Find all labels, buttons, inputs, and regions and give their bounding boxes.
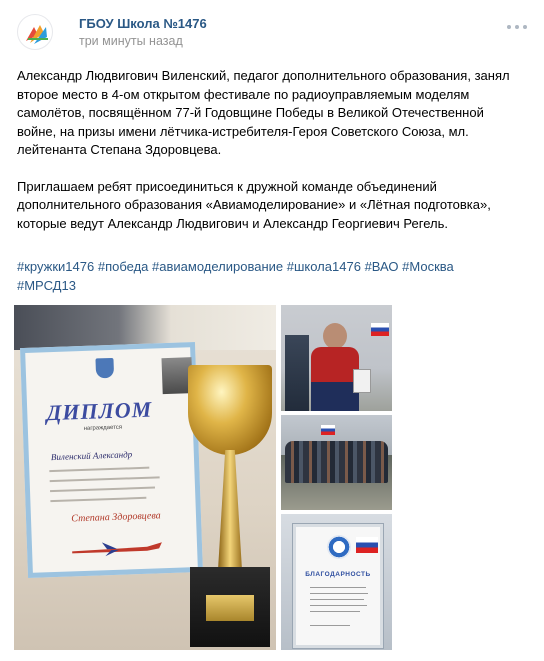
photo-gallery xyxy=(14,305,394,650)
emblem-icon xyxy=(327,535,351,559)
post-author[interactable]: ГБОУ Школа №1476 xyxy=(79,16,207,31)
photo-winner-with-flag[interactable] xyxy=(281,305,392,411)
hashtag-link[interactable]: #авиамоделирование xyxy=(152,259,284,274)
crest-icon xyxy=(95,358,114,379)
school-avatar[interactable] xyxy=(17,14,53,50)
diploma-signature: Степана Здоровцева xyxy=(71,510,161,525)
person-figure xyxy=(285,335,309,411)
more-dots-icon[interactable] xyxy=(507,23,527,31)
photo-group-field[interactable] xyxy=(281,415,392,510)
diploma-name: Виленский Александр xyxy=(50,449,133,463)
dot xyxy=(507,25,511,29)
hashtags xyxy=(17,258,522,295)
certificate-frame xyxy=(293,524,383,648)
airplane-icon xyxy=(67,536,168,559)
group-of-people xyxy=(285,441,388,483)
russian-flag-icon xyxy=(371,323,389,336)
hashtag-link[interactable]: #Москва xyxy=(402,259,454,274)
diploma-image xyxy=(20,342,203,578)
photo-diploma-trophy[interactable] xyxy=(14,305,276,650)
hashtag-link[interactable]: #ВАО xyxy=(364,259,399,274)
post-paragraph: Приглашаем ребят присоединиться к дружной команде объединений дополнительного образования «Авиамоделирование» и «Лётная подготовка», которые ведут Александр Людвигович и Александр Георгиевич Регель. xyxy=(17,178,491,231)
diploma-line xyxy=(50,497,146,502)
post-text xyxy=(17,67,522,251)
certificate-line xyxy=(310,625,350,626)
certificate-line xyxy=(310,605,367,606)
diploma-title: ДИПЛОМ xyxy=(45,396,153,426)
person-head xyxy=(323,323,347,349)
post-time[interactable]: три минуты назад xyxy=(79,34,183,48)
certificate-line xyxy=(310,593,368,594)
trophy-plate xyxy=(206,595,254,621)
russian-flag-icon xyxy=(356,537,378,553)
hashtag-link[interactable]: #кружки1476 xyxy=(17,259,95,274)
trophy-cup-image xyxy=(182,355,276,650)
diploma-line xyxy=(50,476,160,482)
certificate-title: БЛАГОДАРНОСТЬ xyxy=(305,571,371,578)
photo-gratitude-certificate[interactable] xyxy=(281,514,392,650)
school-logo-icon xyxy=(18,15,53,50)
diploma-line xyxy=(50,486,155,492)
hashtag-link[interactable]: #МРСД13 xyxy=(17,277,76,293)
certificate-line xyxy=(310,611,360,612)
diploma-subtitle: награждается xyxy=(83,424,123,432)
post-header xyxy=(17,12,527,52)
hashtag-link[interactable]: #победа xyxy=(97,259,149,274)
trophy-bowl xyxy=(188,365,272,455)
dot xyxy=(515,25,519,29)
dot xyxy=(523,25,527,29)
certificate-paper xyxy=(353,369,371,393)
diploma-line xyxy=(49,467,149,472)
certificate-line xyxy=(310,599,364,600)
trophy-stem xyxy=(218,450,242,570)
person-figure xyxy=(311,323,359,411)
post-paragraph: Александр Людвигович Виленский, педагог дополнительного образования, занял второе место в 4-ом открытом фестивале по радиоуправляемым моделям самолётов, посвящённом 77-й Годовщине Победы в Великой Отечественной войне, на призы имени лётчика-истребителя-Героя Советского Союза, мл. лейтенанта Степана Здоровцева. xyxy=(17,68,510,157)
certificate-line xyxy=(310,587,366,588)
russian-flag-icon xyxy=(321,425,335,435)
hashtag-link[interactable]: #школа1476 xyxy=(286,259,361,274)
person-body xyxy=(311,347,359,411)
